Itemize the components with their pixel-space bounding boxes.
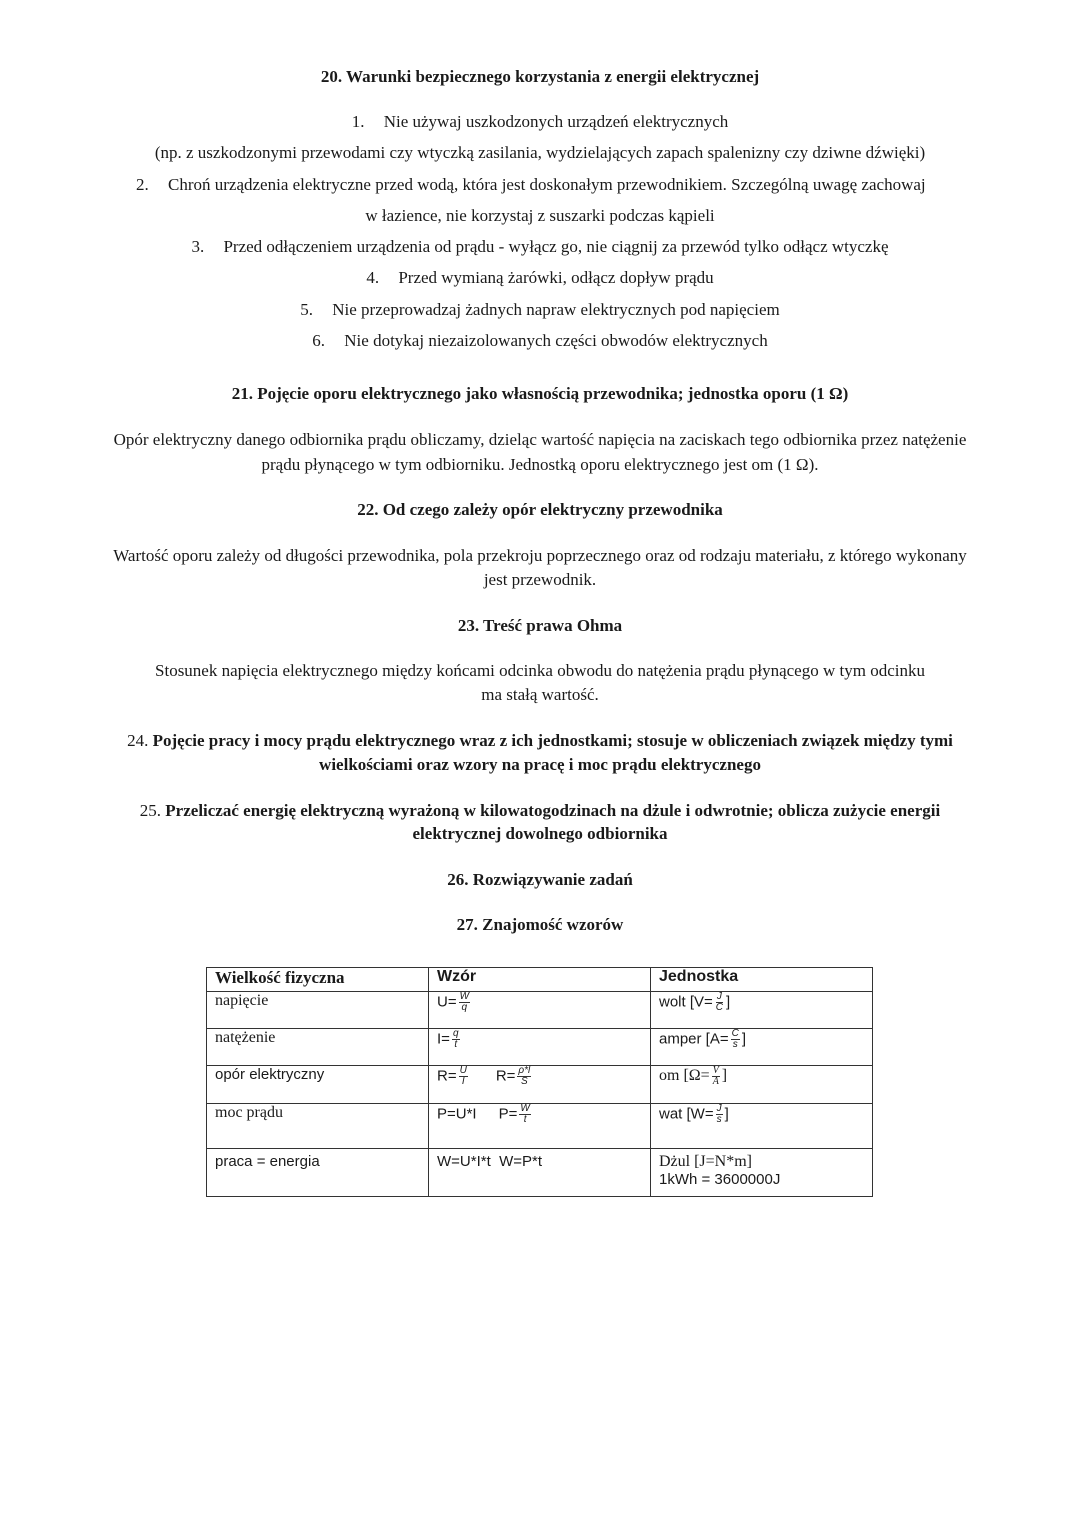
fraction-denominator: S (521, 1076, 528, 1087)
formula-cell (429, 1066, 651, 1104)
unit-cell (651, 1029, 873, 1066)
section-21-text-2: prądu płynącego w tym odbiorniku. Jednostką oporu elektrycznego jest om (1 Ω). (261, 455, 819, 474)
fraction-numerator: J (716, 991, 722, 1002)
list-number: 5. (300, 300, 314, 319)
section-24-line-1 (0, 730, 1080, 752)
header-unit: Jednostka (651, 968, 873, 992)
section-24-number: 24. (127, 731, 149, 750)
unit-prefix: wolt [V= (659, 993, 713, 1011)
formula-table (206, 967, 873, 1197)
list-item-5 (0, 299, 1080, 321)
unit-suffix: ] (724, 1105, 729, 1123)
unit-cell (651, 1066, 873, 1104)
fraction-numerator: V (712, 1065, 719, 1076)
table-header-row (207, 968, 873, 992)
table-row (207, 992, 873, 1029)
fraction (459, 992, 470, 1013)
section-23-text-1: Stosunek napięcia elektrycznego między końcami odcinka obwodu do natężenia prądu płynącego w tym odcinku (155, 661, 925, 680)
formula-prefix: I= (437, 1030, 450, 1048)
section-24-line-2: wielkościami oraz wzory na pracę i moc prądu elektrycznego (319, 755, 761, 774)
unit-prefix: amper [A= (659, 1030, 729, 1048)
section-25-line-1 (0, 800, 1080, 822)
list-number: 2. (136, 175, 149, 194)
list-number: 4. (366, 268, 380, 287)
fraction-numerator: q (452, 1028, 459, 1039)
section-26-title: 26. Rozwiązywanie zadań (447, 870, 633, 889)
section-21-title: 21. Pojęcie oporu elektrycznego jako własnością przewodnika; jednostka oporu (1 Ω) (231, 384, 849, 403)
fraction (715, 992, 724, 1013)
unit-suffix: ] (721, 1067, 728, 1085)
formula-cell (429, 1104, 651, 1149)
list-number: 6. (312, 331, 326, 350)
table-row (207, 1066, 873, 1104)
formula-cell (429, 992, 651, 1029)
fraction-numerator: J (716, 1103, 722, 1114)
section-25-text: Przeliczać energię elektryczną wyrażoną w kilowatogodzinach na dżule i odwrotnie; oblicza zużycie energii (165, 801, 941, 820)
fraction-numerator: ρ*l (518, 1065, 531, 1076)
quantity-cell: praca = energia (207, 1149, 429, 1197)
fraction (716, 1104, 723, 1125)
quantity-cell: napięcie (207, 992, 429, 1029)
formula-prefix: U= (437, 993, 457, 1011)
fraction-denominator: t (523, 1114, 527, 1125)
section-23-title: 23. Treść prawa Ohma (457, 616, 623, 635)
formula-text: P=U*I (437, 1105, 477, 1123)
list-item-2 (136, 174, 926, 196)
unit-cell (651, 1104, 873, 1149)
list-text: Nie przeprowadzaj żadnych napraw elektrycznych pod napięciem (332, 300, 780, 319)
list-text: Przed wymianą żarówki, odłącz dopływ prądu (398, 268, 714, 287)
fraction-denominator: s (732, 1039, 738, 1050)
unit-cell (651, 1149, 873, 1197)
section-22-text-2: jest przewodnik. (483, 570, 597, 589)
list-text: Chroń urządzenia elektryczne przed wodą, która jest doskonałym przewodnikiem. Szczególną uwagę zachowaj (168, 175, 926, 194)
fraction-numerator: W (520, 1103, 530, 1114)
header-formula: Wzór (429, 968, 651, 992)
list-text: Nie używaj uszkodzonych urządzeń elektrycznych (383, 112, 729, 131)
list-number: 1. (351, 112, 365, 131)
formula-cell: W=U*I*t W=P*t (429, 1149, 651, 1197)
fraction-denominator: C (715, 1002, 724, 1013)
quantity-cell: moc prądu (207, 1104, 429, 1149)
section-21-text-1: Opór elektryczny danego odbiornika prądu obliczamy, dzieląc wartość napięcia na zaciskach tego odbiornika przez natężenie (113, 430, 967, 449)
formula-cell (429, 1029, 651, 1066)
formula-prefix: P= (498, 1105, 518, 1123)
fraction-denominator: s (716, 1114, 722, 1125)
fraction-denominator: I (461, 1076, 465, 1087)
list-item-4 (0, 267, 1080, 289)
list-text: Przed odłączeniem urządzenia od prądu - wyłącz go, nie ciągnij za przewód tylko odłącz wtyczkę (223, 237, 889, 256)
fraction-denominator: A (712, 1076, 719, 1087)
unit-line-2: 1kWh = 3600000J (659, 1171, 781, 1188)
table-row (207, 1104, 873, 1149)
fraction (712, 1066, 720, 1087)
section-20-title: 20. Warunki bezpiecznego korzystania z energii elektrycznej (320, 67, 760, 86)
list-item-6 (0, 330, 1080, 352)
list-text: Nie dotykaj niezaizolowanych części obwodów elektrycznych (344, 331, 768, 350)
list-item-2-cont: w łazience, nie korzystaj z suszarki podczas kąpieli (365, 206, 715, 225)
list-number: 3. (191, 237, 205, 256)
unit-line-1: Dżul [J=N*m] (659, 1153, 753, 1170)
unit-suffix: ] (741, 1030, 747, 1048)
fraction-numerator: U (459, 1065, 467, 1076)
fraction (731, 1029, 740, 1050)
unit-prefix: wat [W= (659, 1105, 714, 1123)
unit-prefix: om [Ω= (659, 1067, 710, 1085)
formula-prefix: R= (437, 1067, 457, 1085)
formula-prefix: R= (495, 1067, 516, 1085)
fraction-denominator: q (461, 1002, 468, 1013)
quantity-cell: natężenie (207, 1029, 429, 1066)
section-24-text: Pojęcie pracy i mocy prądu elektrycznego wraz z ich jednostkami; stosuje w obliczeniach związek między tymi (152, 731, 953, 750)
section-25-number: 25. (139, 801, 162, 820)
unit-cell (651, 992, 873, 1029)
unit-suffix: ] (726, 993, 731, 1011)
section-22-title: 22. Od czego zależy opór elektryczny przewodnika (357, 500, 723, 519)
fraction-numerator: W (459, 991, 470, 1002)
section-23-text-2: ma stałą wartość. (481, 685, 599, 704)
fraction (517, 1066, 531, 1087)
fraction (519, 1104, 530, 1125)
quantity-cell: opór elektryczny (207, 1066, 429, 1104)
fraction (459, 1066, 468, 1087)
section-25-line-2: elektrycznej dowolnego odbiornika (412, 824, 668, 843)
section-22-text-1: Wartość oporu zależy od długości przewodnika, pola przekroju poprzecznego oraz od rodzaju materiału, z którego wykonany (113, 546, 967, 565)
fraction-numerator: C (731, 1028, 739, 1039)
table-row (207, 1029, 873, 1066)
fraction (452, 1029, 460, 1050)
fraction-denominator: t (454, 1039, 458, 1050)
list-item-3 (0, 236, 1080, 258)
section-27-title: 27. Znajomość wzorów (456, 915, 624, 934)
list-item-1 (0, 111, 1080, 133)
table-row (207, 1149, 873, 1197)
header-quantity: Wielkość fizyczna (207, 968, 429, 992)
list-item-1-cont: (np. z uszkodzonymi przewodami czy wtyczką zasilania, wydzielających zapach spalenizny czy dziwne dźwięki) (154, 143, 926, 162)
